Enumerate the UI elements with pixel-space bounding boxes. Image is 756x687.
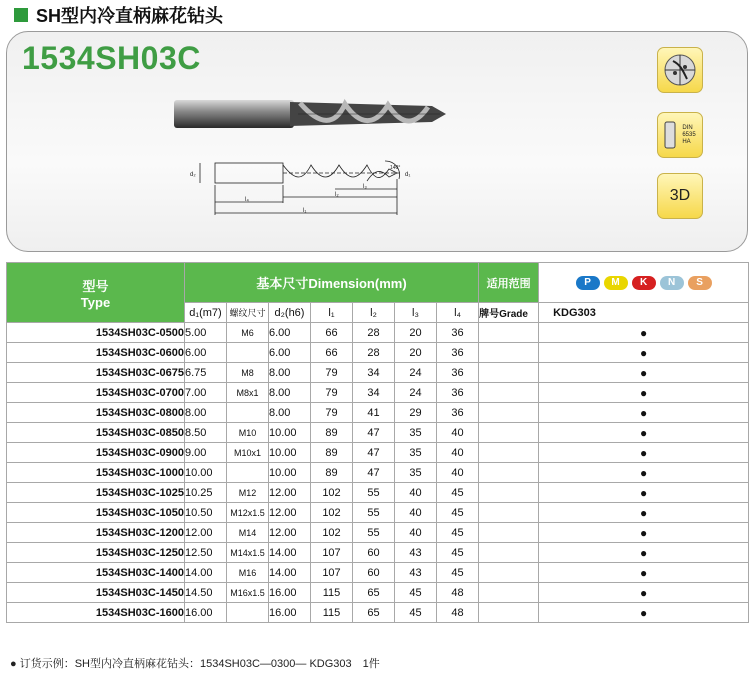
row-grade-mark: ● — [539, 403, 749, 423]
row-l3: 45 — [395, 603, 437, 623]
row-d2: 14.00 — [269, 563, 311, 583]
row-type: 1534SH03C-1600 — [7, 603, 185, 623]
row-l3: 43 — [395, 543, 437, 563]
col-d2: d₂(h6) — [269, 303, 311, 323]
row-grade-mark: ● — [539, 543, 749, 563]
row-thread: M12x1.5 — [227, 503, 269, 523]
row-d1: 5.00 — [185, 323, 227, 343]
row-l3: 40 — [395, 483, 437, 503]
row-l4: 45 — [437, 503, 479, 523]
row-grade-mark: ● — [539, 363, 749, 383]
row-d2: 6.00 — [269, 323, 311, 343]
row-range — [479, 563, 539, 583]
row-l1: 115 — [311, 583, 353, 603]
row-l3: 20 — [395, 323, 437, 343]
row-thread: M10 — [227, 423, 269, 443]
row-l3: 35 — [395, 463, 437, 483]
row-type: 1534SH03C-1400 — [7, 563, 185, 583]
row-range — [479, 343, 539, 363]
row-type: 1534SH03C-0500 — [7, 323, 185, 343]
order-example — [10, 655, 380, 671]
row-l4: 48 — [437, 583, 479, 603]
table-row — [7, 563, 749, 583]
table-row — [7, 443, 749, 463]
row-d2: 14.00 — [269, 543, 311, 563]
row-grade-mark: ● — [539, 463, 749, 483]
row-range — [479, 443, 539, 463]
row-grade-mark: ● — [539, 503, 749, 523]
dimension-header: 基本尺寸Dimension(mm) — [185, 263, 479, 303]
din-6535-ha-icon — [657, 112, 703, 158]
grade-header: 牌号Grade — [479, 303, 539, 323]
row-l1: 107 — [311, 563, 353, 583]
row-type: 1534SH03C-0700 — [7, 383, 185, 403]
row-type: 1534SH03C-1050 — [7, 503, 185, 523]
col-d1: d₁(m7) — [185, 303, 227, 323]
table-row — [7, 583, 749, 603]
row-thread — [227, 343, 269, 363]
row-d2: 16.00 — [269, 583, 311, 603]
row-type: 1534SH03C-1450 — [7, 583, 185, 603]
section-header — [14, 3, 223, 27]
row-l4: 36 — [437, 343, 479, 363]
col-l3: l₃ — [395, 303, 437, 323]
range-header: 适用范围 — [479, 263, 539, 303]
row-thread — [227, 603, 269, 623]
row-l1: 102 — [311, 523, 353, 543]
col-l4: l₄ — [437, 303, 479, 323]
row-type: 1534SH03C-0600 — [7, 343, 185, 363]
row-l2: 47 — [353, 443, 395, 463]
row-range — [479, 603, 539, 623]
row-l4: 36 — [437, 363, 479, 383]
row-d2: 12.00 — [269, 523, 311, 543]
row-l1: 79 — [311, 403, 353, 423]
row-d2: 10.00 — [269, 423, 311, 443]
drawing-label-l4: l₄ — [245, 197, 249, 203]
col-l1: l₁ — [311, 303, 353, 323]
drill-photo — [170, 92, 450, 136]
row-grade-mark: ● — [539, 483, 749, 503]
row-thread: M16 — [227, 563, 269, 583]
row-type: 1534SH03C-1250 — [7, 543, 185, 563]
table-row — [7, 403, 749, 423]
row-l4: 36 — [437, 383, 479, 403]
material-p-icon: P — [576, 276, 600, 290]
row-grade-mark: ● — [539, 423, 749, 443]
row-l2: 55 — [353, 503, 395, 523]
row-grade-mark: ● — [539, 323, 749, 343]
row-l3: 24 — [395, 383, 437, 403]
row-l4: 45 — [437, 483, 479, 503]
row-l2: 55 — [353, 483, 395, 503]
row-l3: 40 — [395, 523, 437, 543]
row-d1: 10.00 — [185, 463, 227, 483]
row-range — [479, 503, 539, 523]
drawing-label-l2: l₂ — [335, 192, 339, 198]
row-range — [479, 423, 539, 443]
page-title: SH型内冷直柄麻花钻头 — [36, 6, 224, 26]
table-row — [7, 323, 749, 343]
row-thread: M10x1 — [227, 443, 269, 463]
row-l2: 34 — [353, 363, 395, 383]
row-l2: 28 — [353, 323, 395, 343]
row-type: 1534SH03C-1025 — [7, 483, 185, 503]
material-k-icon: K — [632, 276, 656, 290]
row-l4: 45 — [437, 523, 479, 543]
row-l3: 40 — [395, 503, 437, 523]
type-header-en: Type — [80, 294, 111, 310]
din-type: HA — [682, 138, 691, 145]
row-d1: 6.75 — [185, 363, 227, 383]
row-range — [479, 363, 539, 383]
row-l1: 89 — [311, 443, 353, 463]
table-row — [7, 363, 749, 383]
row-grade-mark: ● — [539, 563, 749, 583]
row-l1: 102 — [311, 483, 353, 503]
row-l1: 66 — [311, 343, 353, 363]
material-m-icon: M — [604, 276, 628, 290]
type-header-cn: 型号 — [82, 278, 109, 294]
row-l3: 29 — [395, 403, 437, 423]
row-l2: 60 — [353, 563, 395, 583]
row-range — [479, 323, 539, 343]
row-d1: 10.25 — [185, 483, 227, 503]
row-l1: 89 — [311, 423, 353, 443]
3d-badge — [657, 173, 703, 219]
row-range — [479, 523, 539, 543]
row-thread — [227, 463, 269, 483]
row-l3: 35 — [395, 423, 437, 443]
row-d2: 16.00 — [269, 603, 311, 623]
row-range — [479, 463, 539, 483]
din-number: 6535 — [682, 131, 696, 138]
row-l4: 45 — [437, 563, 479, 583]
table-row — [7, 503, 749, 523]
row-d2: 8.00 — [269, 363, 311, 383]
row-l3: 24 — [395, 363, 437, 383]
row-l4: 36 — [437, 403, 479, 423]
row-thread: M6 — [227, 323, 269, 343]
row-thread: M8x1 — [227, 383, 269, 403]
spec-table — [6, 262, 749, 623]
table-row — [7, 463, 749, 483]
row-l1: 79 — [311, 383, 353, 403]
row-d1: 8.00 — [185, 403, 227, 423]
header-square-icon — [14, 8, 28, 22]
col-thread: 螺纹尺寸 — [227, 303, 269, 323]
row-d2: 12.00 — [269, 483, 311, 503]
row-d2: 10.00 — [269, 443, 311, 463]
row-l1: 115 — [311, 603, 353, 623]
row-grade-mark: ● — [539, 603, 749, 623]
material-s-icon: S — [688, 276, 712, 290]
row-d1: 12.50 — [185, 543, 227, 563]
row-l2: 34 — [353, 383, 395, 403]
row-range — [479, 383, 539, 403]
footer-bullet-icon: ● — [10, 658, 17, 670]
row-grade-mark: ● — [539, 523, 749, 543]
row-thread: M14x1.5 — [227, 543, 269, 563]
row-l1: 107 — [311, 543, 353, 563]
table-row — [7, 383, 749, 403]
row-l2: 41 — [353, 403, 395, 423]
row-l2: 65 — [353, 583, 395, 603]
row-thread: M12 — [227, 483, 269, 503]
row-l4: 36 — [437, 323, 479, 343]
row-l2: 60 — [353, 543, 395, 563]
row-type: 1534SH03C-0850 — [7, 423, 185, 443]
row-thread: M8 — [227, 363, 269, 383]
row-d1: 6.00 — [185, 343, 227, 363]
row-grade-mark: ● — [539, 443, 749, 463]
row-l4: 40 — [437, 463, 479, 483]
row-range — [479, 583, 539, 603]
row-type: 1534SH03C-0900 — [7, 443, 185, 463]
row-grade-mark: ● — [539, 383, 749, 403]
internal-coolant-icon — [657, 47, 703, 93]
row-l3: 20 — [395, 343, 437, 363]
row-l3: 43 — [395, 563, 437, 583]
row-l2: 47 — [353, 463, 395, 483]
table-row — [7, 603, 749, 623]
row-grade-mark: ● — [539, 583, 749, 603]
row-thread: M16x1.5 — [227, 583, 269, 603]
row-d2: 6.00 — [269, 343, 311, 363]
row-d1: 8.50 — [185, 423, 227, 443]
model-number: 1534SH03C — [22, 40, 201, 76]
drawing-label-d1: d₁ — [405, 172, 411, 178]
material-n-icon: N — [660, 276, 684, 290]
drawing-label-d2: d₂ — [190, 172, 196, 178]
row-type: 1534SH03C-1000 — [7, 463, 185, 483]
row-d1: 14.50 — [185, 583, 227, 603]
row-type: 1534SH03C-1200 — [7, 523, 185, 543]
row-d1: 10.50 — [185, 503, 227, 523]
table-row — [7, 523, 749, 543]
row-l1: 79 — [311, 363, 353, 383]
row-range — [479, 403, 539, 423]
row-grade-mark: ● — [539, 343, 749, 363]
drawing-label-l1: l₁ — [303, 208, 307, 214]
technical-drawing — [185, 155, 425, 220]
row-d1: 7.00 — [185, 383, 227, 403]
row-d2: 10.00 — [269, 463, 311, 483]
row-d1: 9.00 — [185, 443, 227, 463]
row-l2: 65 — [353, 603, 395, 623]
table-row — [7, 343, 749, 363]
row-l2: 55 — [353, 523, 395, 543]
grade-value: KDG303 — [539, 303, 749, 323]
row-d2: 8.00 — [269, 403, 311, 423]
row-l4: 40 — [437, 423, 479, 443]
row-l1: 102 — [311, 503, 353, 523]
row-thread — [227, 403, 269, 423]
drawing-label-angle: 140° — [390, 165, 401, 171]
row-d1: 14.00 — [185, 563, 227, 583]
din-label: DIN — [682, 124, 693, 131]
row-l3: 35 — [395, 443, 437, 463]
material-circles — [539, 263, 749, 303]
row-l4: 48 — [437, 603, 479, 623]
order-example-text: 订货示例：SH型内冷直柄麻花钻头：1534SH03C—0300— KDG303 1件 — [19, 658, 380, 670]
row-type: 1534SH03C-0800 — [7, 403, 185, 423]
3d-label: 3D — [669, 187, 691, 204]
table-row — [7, 543, 749, 563]
row-range — [479, 483, 539, 503]
row-d1: 12.00 — [185, 523, 227, 543]
table-row — [7, 423, 749, 443]
row-d2: 12.00 — [269, 503, 311, 523]
type-header — [7, 263, 185, 323]
row-type: 1534SH03C-0675 — [7, 363, 185, 383]
row-thread: M14 — [227, 523, 269, 543]
row-l2: 47 — [353, 423, 395, 443]
row-d2: 8.00 — [269, 383, 311, 403]
row-range — [479, 543, 539, 563]
row-l1: 66 — [311, 323, 353, 343]
row-d1: 16.00 — [185, 603, 227, 623]
row-l2: 28 — [353, 343, 395, 363]
row-l4: 40 — [437, 443, 479, 463]
table-row — [7, 483, 749, 503]
col-l2: l₂ — [353, 303, 395, 323]
drawing-label-l3: l₃ — [363, 184, 367, 190]
row-l1: 89 — [311, 463, 353, 483]
row-l3: 45 — [395, 583, 437, 603]
row-l4: 45 — [437, 543, 479, 563]
